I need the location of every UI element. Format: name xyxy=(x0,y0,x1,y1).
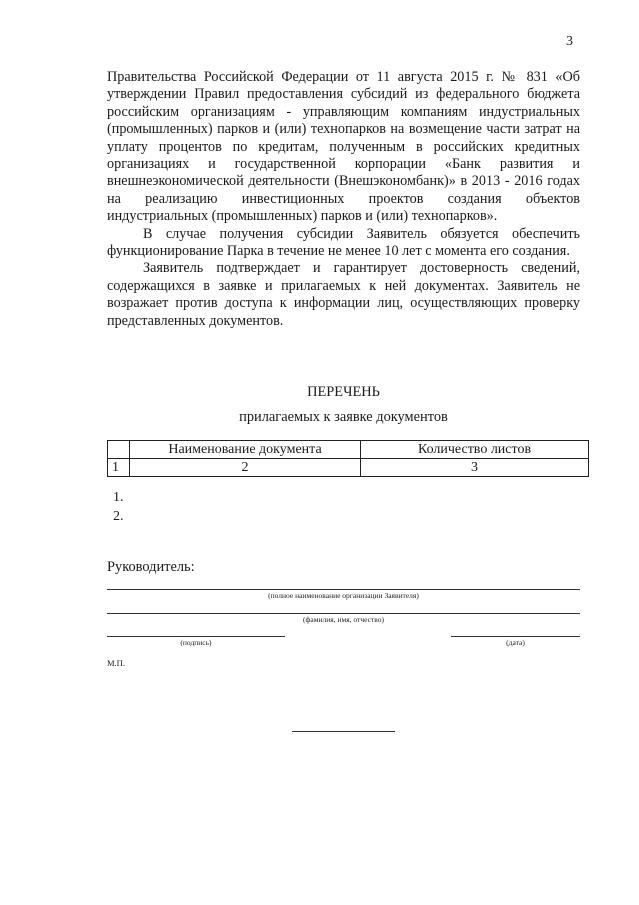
page-number: 3 xyxy=(566,34,573,49)
list-item: 1. xyxy=(113,490,124,505)
footer-separator xyxy=(292,731,395,732)
table-cell: 2 xyxy=(130,459,361,477)
signer-role: Руководитель: xyxy=(107,559,195,575)
signature-caption: (подпись) xyxy=(180,638,212,647)
paragraph-obligation: В случае получения субсидии Заявитель обязуется обеспечить функционирование Парка в течение не менее 10 лет с момента его создания. xyxy=(107,225,580,260)
signature-line xyxy=(107,636,285,637)
body-text xyxy=(107,69,580,330)
paragraph-continuation: Правительства Российской Федерации от 11 августа 2015 г. № 831 «Об утверждении Правил предоставления субсидий из федерального бюджета российским организациям - управляющим компаниям индустриальных (промышленных) парков и (или) технопарков на возмещение части затрат на уплату процентов по кредитам, полученным в российских кредитных организациях и государственной корпорации «Банк развития и внешнеэкономической деятельности (Внешэкономбанк)» в 2013 - 2016 годах на реализацию инвестиционных проектов создания объектов индустриальных (промышленных) парков и (или) технопарков». xyxy=(107,69,580,225)
table-row xyxy=(108,459,589,477)
table-header-cell: Наименование документа xyxy=(130,441,361,459)
full-name-line xyxy=(107,613,580,614)
date-line xyxy=(451,636,580,637)
date-caption: (дата) xyxy=(506,638,525,647)
table-header-row xyxy=(108,441,589,459)
org-name-line xyxy=(107,589,580,590)
full-name-caption: (фамилия, имя, отчество) xyxy=(303,615,384,624)
numbered-list xyxy=(113,488,124,526)
org-name-caption: (полное наименование организации Заявителя) xyxy=(268,591,419,600)
table-cell: 3 xyxy=(361,459,589,477)
table-cell: 1 xyxy=(108,459,130,477)
table-header-cell: Количество листов xyxy=(361,441,589,459)
list-subtitle: прилагаемых к заявке документов xyxy=(239,409,448,425)
table-header-cell xyxy=(108,441,130,459)
list-item: 2. xyxy=(113,509,124,524)
stamp-label: М.П. xyxy=(107,658,125,668)
list-title: ПЕРЕЧЕНЬ xyxy=(307,384,380,400)
paragraph-confirmation: Заявитель подтверждает и гарантирует достоверность сведений, содержащихся в заявке и прилагаемых к ней документах. Заявитель не возражает против доступа к информации лиц, осуществляющих проверку представленных документов. xyxy=(107,260,580,329)
documents-table xyxy=(107,440,589,477)
